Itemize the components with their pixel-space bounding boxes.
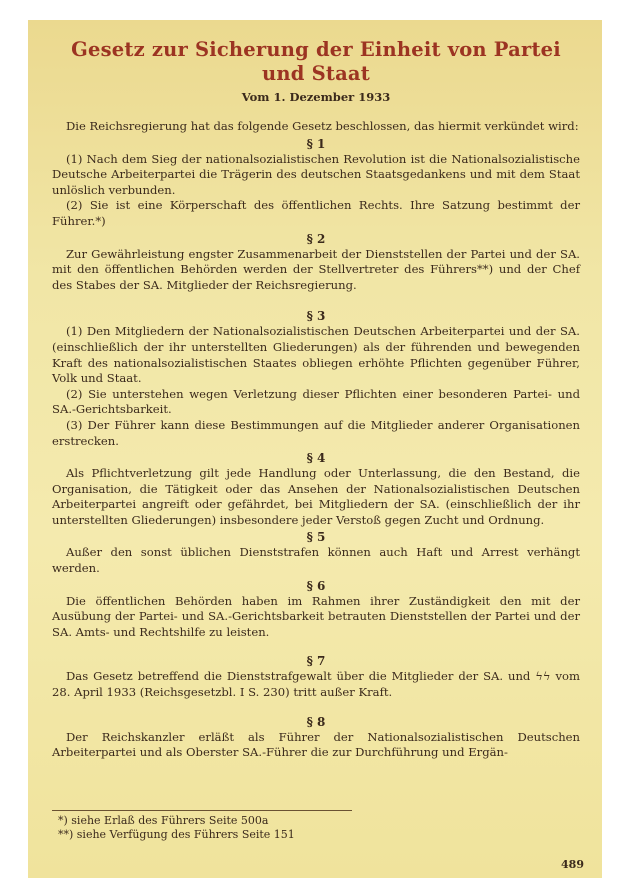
section-heading: § 6 (306, 578, 326, 593)
section-paragraph: (2) Sie ist eine Körperschaft des öffentlichen Rechts. Ihre Satzung bestimmt der Führer.*) (52, 198, 580, 228)
section-paragraph: (1) Nach dem Sieg der nationalsozialistischen Revolution ist die Nationalsozialistische Deutsche Arbeiterpartei die Trägerin des deutschen Staatsgedankens und mit dem Staat unlöslich verbunden. (52, 151, 580, 197)
section-paragraph: (3) Der Führer kann diese Bestimmungen auf die Mitglieder anderer Organisationen erstrecken. (52, 417, 580, 448)
section-heading: § 1 (306, 136, 326, 151)
section-heading: § 3 (306, 309, 326, 324)
document-title: Gesetz zur Sicherung der Einheit von Partei und Staat (71, 38, 561, 85)
section-heading: § 7 (306, 654, 326, 669)
section-paragraph: (1) Den Mitgliedern der Nationalsozialistischen Deutschen Arbeiterpartei und der SA. (einschließlich der ihr unterstellten Gliederungen) als der führenden und bewegenden Kraft des nationalsozialistischen Staates obliegen erhöhte Pflichten gegenüber Führer, Volk und Staat. (52, 324, 580, 386)
intro-paragraph: Die Reichsregierung hat das folgende Gesetz beschlossen, das hiermit verkündet wird: (66, 119, 579, 133)
section-heading: § 5 (306, 530, 326, 545)
section-heading: § 8 (306, 714, 326, 729)
document-page (28, 20, 602, 878)
section-paragraph: Die öffentlichen Behörden haben im Rahmen ihrer Zuständigkeit den mit der Ausübung der Partei- und SA.-Gerichtsbarkeit betrauten Dienststellen der Partei und der SA. Amts- und Rechtshilfe zu leisten. (52, 593, 580, 639)
section-heading: § 2 (306, 231, 326, 246)
document-date: Vom 1. Dezember 1933 (241, 90, 391, 104)
section-paragraph: Als Pflichtverletzung gilt jede Handlung oder Unterlassung, die den Bestand, die Organisation, die Tätigkeit oder das Ansehen der Nationalsozialistischen Deutschen Arbeiterpartei angreift oder gefährdet, bei Mitgliedern der SA. (einschließlich der ihr unterstellten Gliederungen) insbesondere jeder Verstoß gegen Zucht und Ordnung. (52, 466, 580, 527)
footnote: **) siehe Verfügung des Führers Seite 151 (58, 828, 295, 841)
section-paragraph: Der Reichskanzler erläßt als Führer der Nationalsozialistischen Deutschen Arbeiterpartei und als Oberster SA.-Führer die zur Durchführung und Ergän- (52, 729, 580, 760)
section-paragraph: (2) Sie unterstehen wegen Verletzung dieser Pflichten einer besonderen Partei- und SA.-Gerichtsbarkeit. (52, 386, 580, 417)
section-paragraph: Das Gesetz betreffend die Dienststrafgewalt über die Mitglieder der SA. und ϟϟ vom 28. April 1933 (Reichsgesetzbl. I S. 230) tritt außer Kraft. (52, 669, 580, 700)
section-paragraph: Zur Gewährleistung engster Zusammenarbeit der Dienststellen der Partei und der SA. mit den öffentlichen Behörden werden der Stellvertreter des Führers**) und der Chef des Stabes der SA. Mitglieder der Reichsregierung. (52, 246, 580, 292)
section-heading: § 4 (306, 451, 326, 466)
page-number: 489 (561, 858, 584, 871)
footnotes (52, 810, 352, 842)
section-paragraph: Außer den sonst üblichen Dienststrafen können auch Haft und Arrest verhängt werden. (52, 545, 580, 576)
footnote: *) siehe Erlaß des Führers Seite 500a (58, 814, 269, 827)
